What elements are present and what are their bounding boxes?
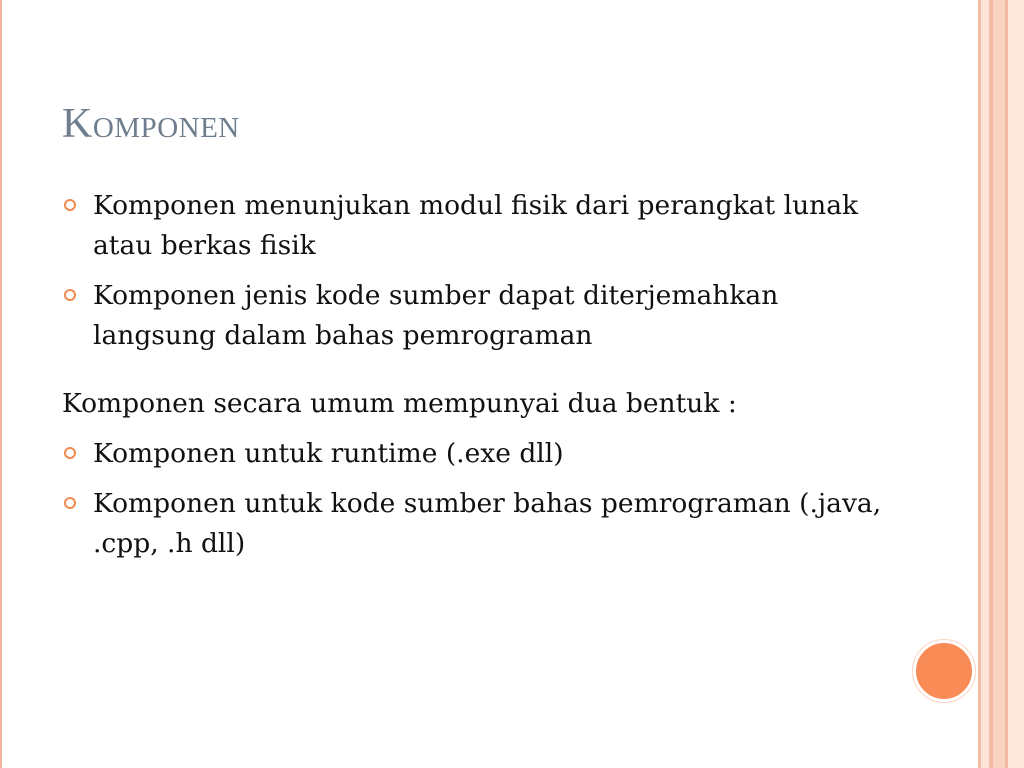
bullet-text: Komponen jenis kode sumber dapat diterjemahkan langsung dalam bahas pemrograman bbox=[93, 280, 779, 351]
bullet-text: Komponen untuk kode sumber bahas pemrograman (.java, .cpp, .h dll) bbox=[93, 488, 882, 559]
slide-content bbox=[62, 186, 902, 574]
slide-title: Komponen bbox=[62, 101, 240, 147]
bullet-icon bbox=[64, 289, 76, 301]
bullet-icon bbox=[64, 497, 76, 509]
bullet-icon bbox=[64, 199, 76, 211]
bullet-icon bbox=[64, 447, 76, 459]
orange-circle-icon bbox=[913, 640, 975, 702]
bullet-item bbox=[62, 484, 902, 564]
left-border-decoration bbox=[0, 0, 6, 768]
intro-line: Komponen secara umum mempunyai dua bentuk : bbox=[62, 388, 737, 419]
bullet-text: Komponen untuk runtime (.exe dll) bbox=[93, 438, 564, 469]
bullet-item bbox=[62, 276, 902, 356]
bullet-text: Komponen menunjukan modul fisik dari perangkat lunak atau berkas fisik bbox=[93, 190, 859, 261]
bullet-item bbox=[62, 186, 902, 266]
bullet-item bbox=[62, 434, 902, 474]
right-stripe-decoration bbox=[978, 0, 1024, 768]
